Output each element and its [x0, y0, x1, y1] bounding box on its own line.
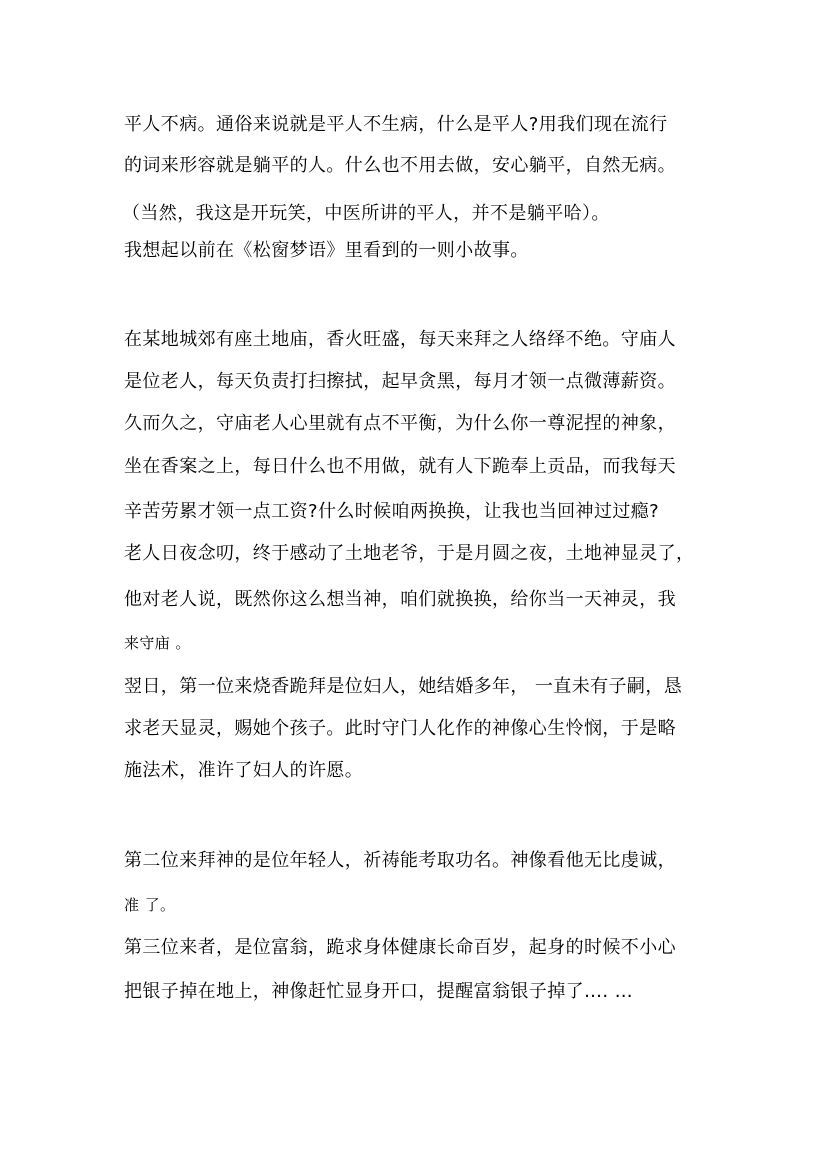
paragraph-line: 翌日，第一位来烧香跪拜是位妇人，她结婚多年， 一直未有子嗣，恳	[124, 676, 683, 697]
paragraph-line: 第三位来者，是位富翁，跪求身体健康长命百岁，起身的时候不小心	[124, 937, 676, 958]
paragraph-line: 我想起以前在《松窗梦语》里看到的一则小故事。	[124, 240, 529, 261]
paragraph-line: 老人日夜念叨，终于感动了土地老爷，于是月圆之夜，土地神显灵了，	[124, 543, 695, 564]
paragraph-line: 第二位来拜神的是位年轻人，祈祷能考取功名。神像看他无比虔诚，	[124, 850, 676, 871]
paragraph-line: 施法术，准许了妇人的许愿。	[124, 760, 364, 781]
paragraph-line: 求老天显灵，赐她个孩子。此时守门人化作的神像心生怜悯，于是略	[124, 718, 676, 739]
paragraph-line: 把银子掉在地上，神像赶忙显身开口，提醒富翁银子掉了…. …	[124, 981, 634, 1002]
paragraph-line: 久而久之，守庙老人心里就有点不平衡，为什么你一尊泥捏的神象，	[124, 413, 676, 434]
paragraph-line: 平人不病。通俗来说就是平人不生病，什么是平人?用我们现在流行	[124, 114, 668, 135]
paragraph-line: 他对老人说，既然你这么想当神，咱们就换换，给你当一天神灵，我	[124, 589, 676, 610]
paragraph-line: （当然，我这是开玩笑，中医所讲的平人，并不是躺平哈）。	[122, 203, 610, 224]
paragraph-line: 坐在香案之上，每日什么也不用做，就有人下跪奉上贡品，而我每天	[124, 456, 676, 477]
paragraph-line: 准 了。	[124, 896, 176, 914]
paragraph-line: 辛苦劳累才领一点工资?什么时候咱两换换，让我也当回神过过瘾?	[124, 501, 660, 522]
paragraph-line: 的词来形容就是躺平的人。什么也不用去做，安心躺平，自然无病。	[124, 155, 676, 176]
paragraph-line: 来守庙 。	[124, 634, 191, 652]
paragraph-line: 是位老人，每天负责打扫擦拭，起早贪黑，每月才领一点微薄薪资。	[124, 371, 676, 392]
paragraph-line: 在某地城郊有座土地庙，香火旺盛，每天来拜之人络绎不绝。守庙人	[124, 329, 676, 350]
